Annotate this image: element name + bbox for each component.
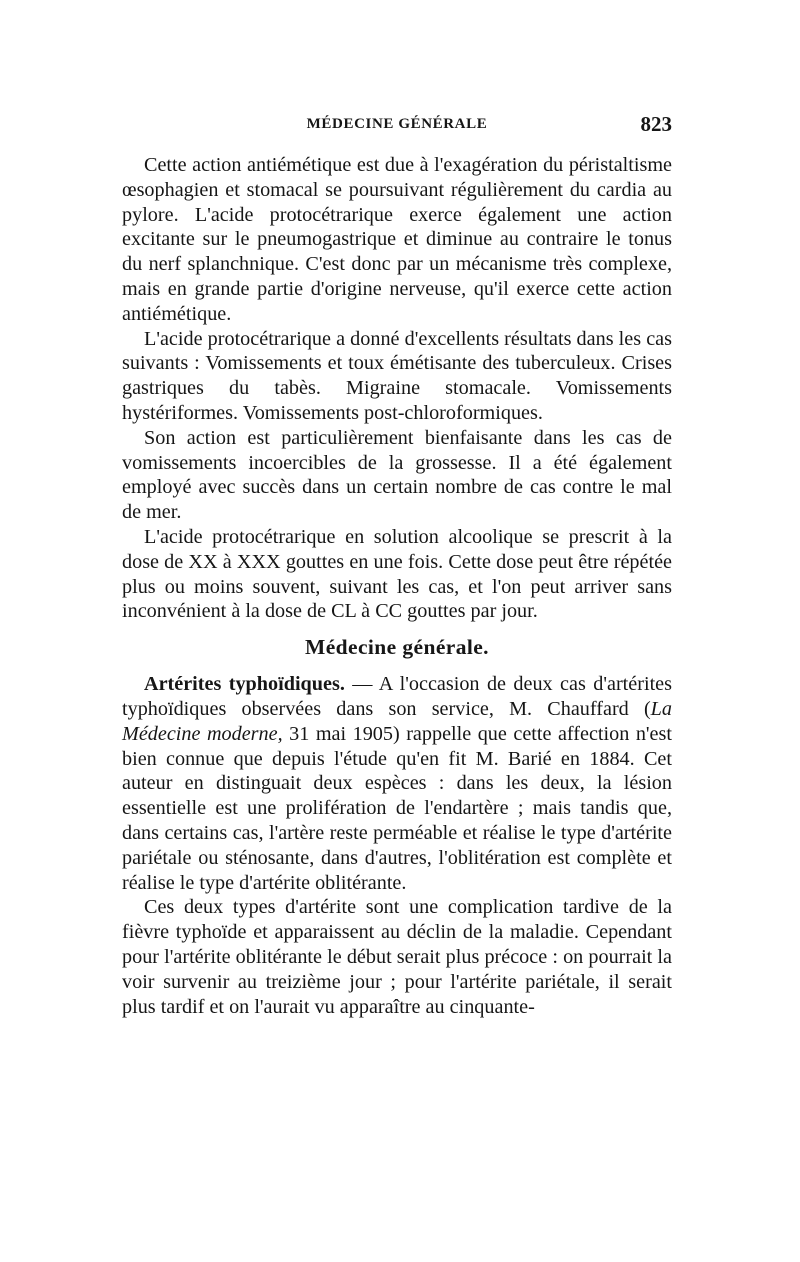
page-number: 823 bbox=[640, 112, 672, 136]
citation-journal: La Médecine moderne, bbox=[122, 697, 672, 745]
paragraph-dosage: L'acide protocétrarique en solution alcoolique se prescrit à la dose de XX à XXX gouttes en une fois. Cette dose peut être répétée plus ou moins souvent, suivant les cas, et l'on peut arriver sans inconvénient à la dose de CL à CC gouttes par jour. bbox=[122, 525, 672, 623]
entry-text-before-citation: A l'occasion de deux cas d'artérites typhoïdiques observées dans son service, M. Chauffard ( bbox=[122, 673, 672, 720]
entry-dash: — bbox=[344, 673, 379, 696]
paragraph-arterite-types: Ces deux types d'artérite sont une complication tardive de la fièvre typhoïde et apparaissent au déclin de la maladie. Cependant pour l'artérite oblitérante le début serait plus précoce : on pourrait la voir survenir au treizième jour ; pour l'artérite pariétale, il serait plus tardif et on l'aurait vu apparaître au cinquante- bbox=[122, 896, 672, 1018]
book-page bbox=[122, 112, 672, 1019]
body-text bbox=[122, 153, 672, 1019]
paragraph-pregnancy: Son action est particulièrement bienfaisante dans les cas de vomissements incoercibles de la grossesse. Il a été également employé avec succès dans un certain nombre de cas contre le mal de mer. bbox=[122, 426, 672, 524]
paragraph-antiemetic-action: Cette action antiémétique est due à l'exagération du péristaltisme œsophagien et stomacal se poursuivant régulièrement du cardia au pylore. L'acide protocétrarique exerce également une action excitante sur le pneumogastrique et diminue au contraire le tonus du nerf splanchnique. C'est donc par un mécanisme très complexe, mais en grande partie d'origine nerveuse, qu'il exerce cette action antiémétique. bbox=[122, 154, 672, 325]
paragraph-arterites-entry bbox=[122, 672, 672, 895]
running-head bbox=[122, 112, 672, 142]
entry-text-after-citation: 31 mai 1905) rappelle que cette affection n'est bien connue que depuis l'étude qu'en fit M. Barié en 1884. Cet auteur en distinguait deux espèces : dans les deux, la lésion essentielle est une prolifération de l'endartère ; mais tandis que, dans certains cas, l'artère reste perméable et réalise le type d'artérite pariétale ou sténosante, dans d'autres, l'oblitération est complète et réalise le type d'artérite oblitérante. bbox=[122, 722, 672, 894]
running-title: MÉDECINE GÉNÉRALE bbox=[306, 116, 488, 132]
paragraph-indications: L'acide protocétrarique a donné d'excellents résultats dans les cas suivants : Vomissements et toux émétisante des tuberculeux. Crises gastriques du tabès. Migraine stomacale. Vomissements hystériformes. Vomissements post-chloroformiques. bbox=[122, 327, 672, 424]
section-heading: Médecine générale. bbox=[305, 635, 489, 660]
entry-title: Artérites typhoïdiques. bbox=[144, 673, 345, 696]
